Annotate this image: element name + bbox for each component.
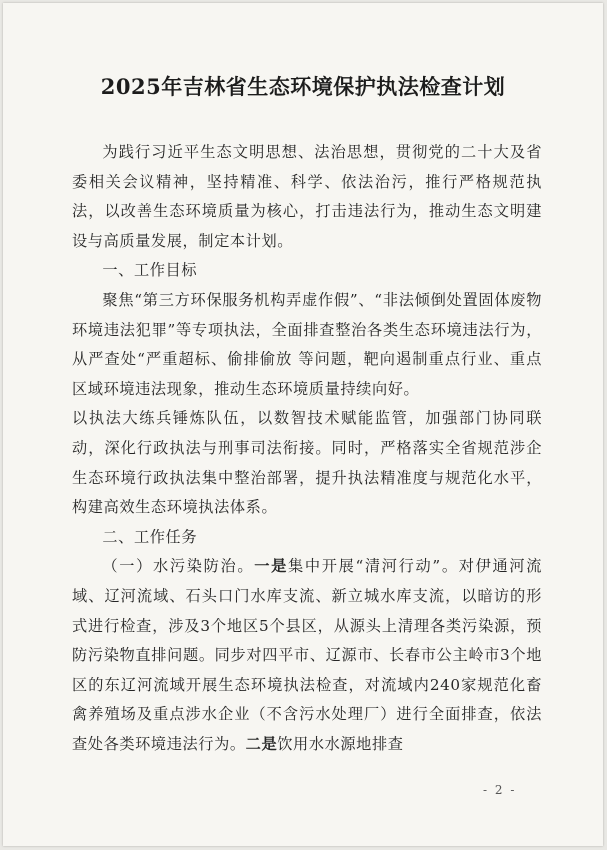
document-page: [3, 3, 603, 846]
goals-paragraph-1: 聚焦“第三方环保服务机构弄虚作假”、“非法倾倒处置固体废物环境违法犯罪”等专项执法，全面排查整治各类生态环境违法行为，从严查处“严重超标、偷排偷放 等问题，靶向遏制重点行业、重点区域环境违法现象，推动生态环境质量持续向好。: [72, 290, 542, 398]
goals-paragraph-2: 以执法大练兵锤炼队伍，以数智技术赋能监管，加强部门协同联动，深化行政执法与刑事司法衔接。同时，严格落实全省规范涉企生态环境行政执法集中整治部署，提升执法精准度与规范化水平，构建高效生态环境执法体系。: [72, 409, 542, 517]
section-heading-goals: 一、工作目标: [102, 261, 198, 280]
ordinal-second: 二是: [245, 734, 278, 753]
section-heading-tasks: 二、工作任务: [102, 527, 198, 546]
subsection-title-water: （一）水污染防治。: [102, 557, 255, 576]
water-task-text-1: 集中开展“清河行动”。对伊通河流域、辽河流域、石头口门水库支流、新立城水库支流，以暗访的形式进行检查，涉及3个地区5个县区，从源头上清理各类污染源，预防污染物直排问题。同步对四平市、辽源市、长春市公主岭市3个地区的东辽河流域开展生态环境执法检查，对流域内240家规范化畜禽养殖场及重点涉水企业（不含污水处理厂）进行全面排查，依法查处各类环境违法行为。: [72, 557, 542, 753]
water-pollution-paragraph: [72, 552, 542, 759]
intro-paragraph: 为践行习近平生态文明思想、法治思想，贯彻党的二十大及省委相关会议精神，坚持精准、科学、依法治污，推行严格规范执法，以改善生态环境质量为核心，打击违法行为，推动生态文明建设与高质量发展，制定本计划。: [72, 143, 542, 250]
page-number: - 2 -: [483, 783, 517, 797]
ordinal-first: 一是: [254, 557, 288, 576]
water-task-text-2: 饮用水水源地排查: [277, 734, 404, 753]
document-body: [72, 138, 542, 759]
document-title: 2025年吉林省生态环境保护执法检查计划: [100, 74, 506, 99]
